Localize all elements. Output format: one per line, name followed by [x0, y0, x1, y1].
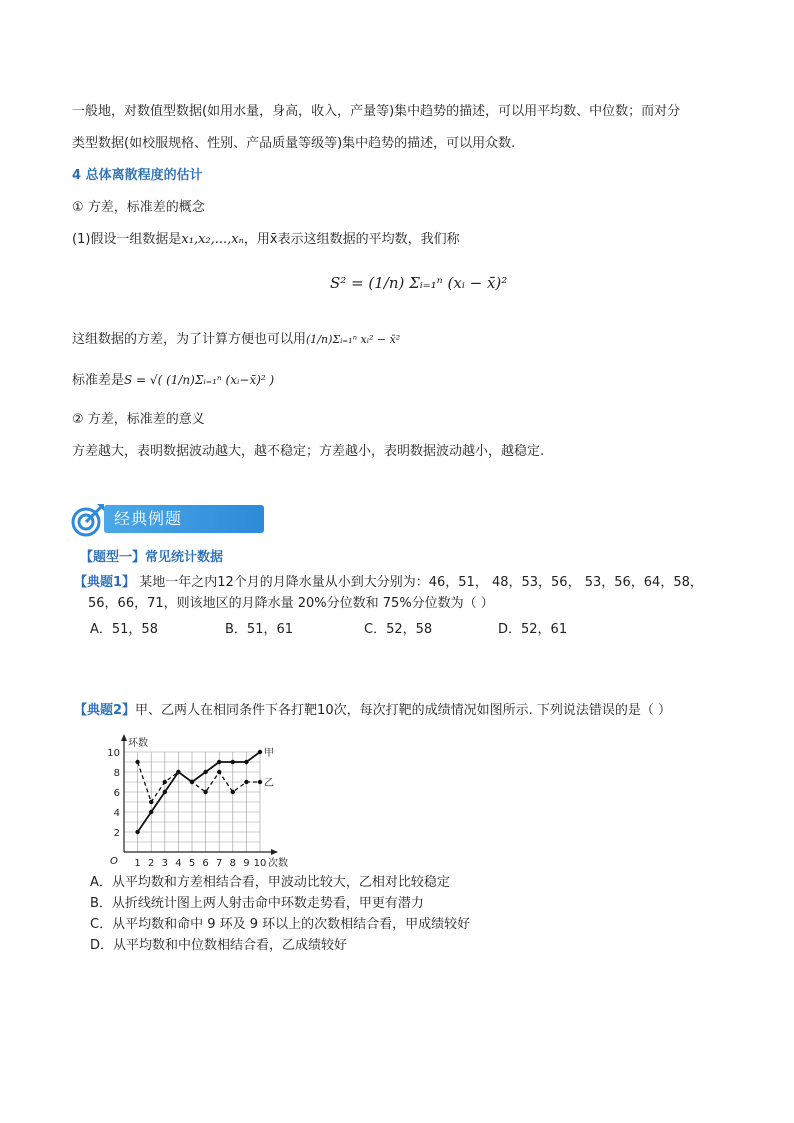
- series-2-point: [231, 790, 235, 794]
- origin-label: O: [110, 856, 118, 867]
- variance-formula: (1/n)Σᵢ₌₁ⁿ xᵢ² − x̄²: [306, 333, 401, 346]
- std-formula: S = √( (1/n)Σᵢ₌₁ⁿ (xᵢ−x̄)² ): [124, 373, 275, 387]
- ex2-option-b[interactable]: B．从折线统计图上两人射击命中环数走势看，甲更有潜力: [90, 896, 424, 911]
- sub1-title: ① 方差，标准差的概念: [72, 200, 205, 215]
- series-1-point: [163, 790, 167, 794]
- ex2-line: [74, 701, 671, 721]
- x-tick-label: 10: [253, 858, 267, 868]
- series-2-point: [190, 780, 194, 784]
- def-vars: x₁,x₂,...,xₙ: [181, 232, 244, 247]
- score-line-chart: [80, 728, 320, 868]
- series-1-point: [217, 760, 221, 764]
- x-tick-label: 9: [243, 858, 250, 868]
- ex1-option-d[interactable]: D．52，61: [498, 622, 568, 637]
- x-tick-label: 8: [229, 858, 236, 868]
- ex1-tag: 【典题1】: [74, 575, 136, 590]
- ex2-tag: 【典题2】: [74, 703, 136, 718]
- std-line: [72, 370, 274, 391]
- series-2-point: [203, 790, 207, 794]
- x-axis-arrow: [271, 849, 278, 855]
- ex2-option-d[interactable]: D．从平均数和中位数相结合看，乙成绩较好: [90, 938, 348, 953]
- x-tick-label: 7: [216, 858, 223, 868]
- series-2-point: [163, 780, 167, 784]
- y-tick-label: 2: [113, 828, 120, 839]
- badge-label: 经典例题: [104, 505, 264, 533]
- x-tick-label: 2: [148, 858, 155, 868]
- series-1-point: [258, 750, 262, 754]
- std-text: 标准差是: [72, 373, 125, 388]
- ex1-line2: 56，66，71，则该地区的月降水量 20%分位数和 75%分位数为（ ）: [88, 596, 494, 611]
- x-tick-label: 4: [175, 858, 182, 868]
- series-2-point: [176, 770, 180, 774]
- def-mid: ，用x̄表示这组数据的平均数，我们称: [243, 232, 460, 247]
- definition-line: [72, 230, 460, 250]
- series-1-point: [231, 760, 235, 764]
- ex2-option-a[interactable]: A．从平均数和方差相结合看，甲波动比较大，乙相对比较稳定: [90, 875, 450, 890]
- x-axis-label: 次数: [268, 858, 288, 868]
- y-tick-label: 10: [107, 748, 120, 759]
- para1-line1: 一般地，对数值型数据(如用水量，身高，收入，产量等)集中趋势的描述，可以用平均数、中位数；而对分: [72, 104, 681, 119]
- y-tick-label: 6: [113, 788, 120, 799]
- series-1-point: [149, 810, 153, 814]
- variance-text: 这组数据的方差，为了计算方便也可以用: [72, 332, 307, 347]
- section4-title: 4 总体离散程度的估计: [72, 168, 203, 183]
- variance-line: [72, 330, 400, 350]
- y-axis-label: 环数: [128, 738, 148, 749]
- ex1-option-c[interactable]: C．52，58: [364, 622, 433, 637]
- y-tick-label: 4: [113, 808, 120, 819]
- ex2-option-c[interactable]: C．从平均数和命中 9 环及 9 环以上的次数相结合看，甲成绩较好: [90, 917, 471, 932]
- ex1-line1: [74, 573, 703, 593]
- y-tick-label: 8: [113, 768, 120, 779]
- series-2-point: [135, 760, 139, 764]
- target-icon: [70, 502, 106, 538]
- ex1-option-a[interactable]: A．51，58: [90, 622, 158, 637]
- meaning-text: 方差越大，表明数据波动越大，越不稳定；方差越小，表明数据波动越小，越稳定.: [72, 444, 545, 459]
- x-tick-label: 1: [134, 858, 141, 868]
- series-2-point: [258, 780, 262, 784]
- x-tick-label: 6: [202, 858, 209, 868]
- para1-line2: 类型数据(如校服规格、性别、产品质量等级等)集中趋势的描述，可以用众数.: [72, 136, 516, 151]
- series-label-1: 甲: [264, 748, 274, 759]
- ex1-text-1: 某地一年之内12个月的月降水量从小到大分别为：46，51， 48，53，56， 53，56，64，58，: [139, 575, 703, 590]
- x-tick-label: 3: [161, 858, 168, 868]
- x-tick-label: 5: [188, 858, 196, 868]
- ex1-option-b[interactable]: B．51，61: [225, 622, 294, 637]
- series-1-point: [244, 760, 248, 764]
- series-label-2: 乙: [264, 778, 274, 789]
- series-2-point: [244, 780, 248, 784]
- series-1-point: [135, 830, 139, 834]
- y-axis-arrow: [121, 734, 127, 741]
- type1-title: 【题型一】常见统计数据: [80, 550, 224, 565]
- series-1-point: [203, 770, 207, 774]
- formula-main: S² = (1/n) Σᵢ₌₁ⁿ (xᵢ − x̄)²: [330, 274, 508, 292]
- ex2-text: 甲、乙两人在相同条件下各打靶10次，每次打靶的成绩情况如图所示. 下列说法错误的是（ ）: [135, 703, 671, 718]
- sub2-title: ② 方差，标准差的意义: [72, 412, 205, 427]
- def-prefix: (1)假设一组数据是: [72, 232, 182, 247]
- series-2-point: [217, 770, 221, 774]
- series-2-point: [149, 800, 153, 804]
